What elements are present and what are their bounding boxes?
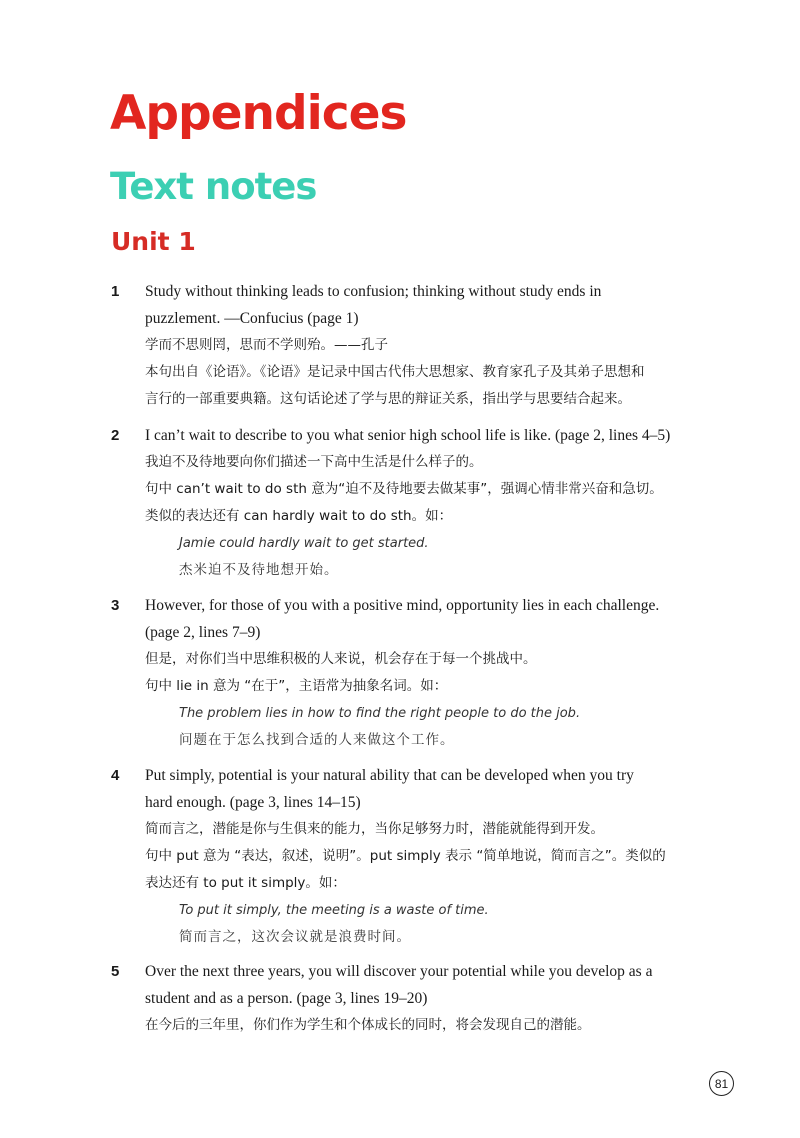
unit-heading: Unit 1 <box>111 227 196 256</box>
example-sentence: Jamie could hardly wait to get started. <box>179 536 429 551</box>
note-translation: 我迫不及待地要向你们描述一下高中生活是什么样子的。 <box>145 454 483 470</box>
note-number: 1 <box>111 283 120 300</box>
note-translation: 学而不思则罔，思而不学则殆。——孔子 <box>145 337 388 353</box>
note-line: Study without thinking leads to confusion; thinking without study ends in <box>145 283 602 300</box>
note-line: However, for those of you with a positive mind, opportunity lies in each challenge. <box>145 597 660 614</box>
note-line: hard enough. (page 3, lines 14–15) <box>145 794 361 811</box>
note-explanation: 句中 can’t wait to do sth 意为“迫不及待地要去做某事”，强调心情非常兴奋和急切。 <box>145 481 663 497</box>
note-explanation: 言行的一部重要典籍。这句话论述了学与思的辩证关系，指出学与思要结合起来。 <box>145 391 631 407</box>
section-heading: Text notes <box>110 165 317 208</box>
note-number: 5 <box>111 963 120 980</box>
note-translation: 在今后的三年里，你们作为学生和个体成长的同时，将会发现自己的潜能。 <box>145 1017 591 1033</box>
note-explanation: 表达还有 to put it simply。如： <box>145 875 346 891</box>
note-number: 4 <box>111 767 120 784</box>
main-heading: Appendices <box>110 86 407 141</box>
note-translation: 简而言之，潜能是你与生俱来的能力，当你足够努力时，潜能就能得到开发。 <box>145 821 604 837</box>
page-number: 81 <box>709 1071 734 1096</box>
note-line: student and as a person. (page 3, lines 19–20) <box>145 990 428 1007</box>
note-number: 2 <box>111 427 120 444</box>
note-translation: 但是，对你们当中思维积极的人来说，机会存在于每一个挑战中。 <box>145 651 537 667</box>
note-number: 3 <box>111 597 120 614</box>
example-translation: 问题在于怎么找到合适的人来做这个工作。 <box>179 732 455 748</box>
example-translation: 杰米迫不及待地想开始。 <box>179 562 339 578</box>
note-explanation: 句中 put 意为 “表达，叙述，说明”。put simply 表示 “简单地说，简而言之”。类似的 <box>145 848 666 864</box>
example-translation: 简而言之，这次会议就是浪费时间。 <box>179 929 411 945</box>
note-explanation: 本句出自《论语》。《论语》是记录中国古代伟大思想家、教育家孔子及其弟子思想和 <box>145 364 645 380</box>
note-line: (page 2, lines 7–9) <box>145 624 261 641</box>
note-line: I can’t wait to describe to you what senior high school life is like. (page 2, lines 4–5) <box>145 427 671 444</box>
example-sentence: To put it simply, the meeting is a waste of time. <box>179 903 489 918</box>
note-line: puzzlement. —Confucius (page 1) <box>145 310 359 327</box>
note-line: Put simply, potential is your natural ability that can be developed when you try <box>145 767 634 784</box>
note-explanation: 句中 lie in 意为 “在于”，主语常为抽象名词。如： <box>145 678 448 694</box>
example-sentence: The problem lies in how to find the right people to do the job. <box>179 706 581 721</box>
note-line: Over the next three years, you will discover your potential while you develop as a <box>145 963 653 980</box>
note-explanation: 类似的表达还有 can hardly wait to do sth。如： <box>145 508 453 524</box>
